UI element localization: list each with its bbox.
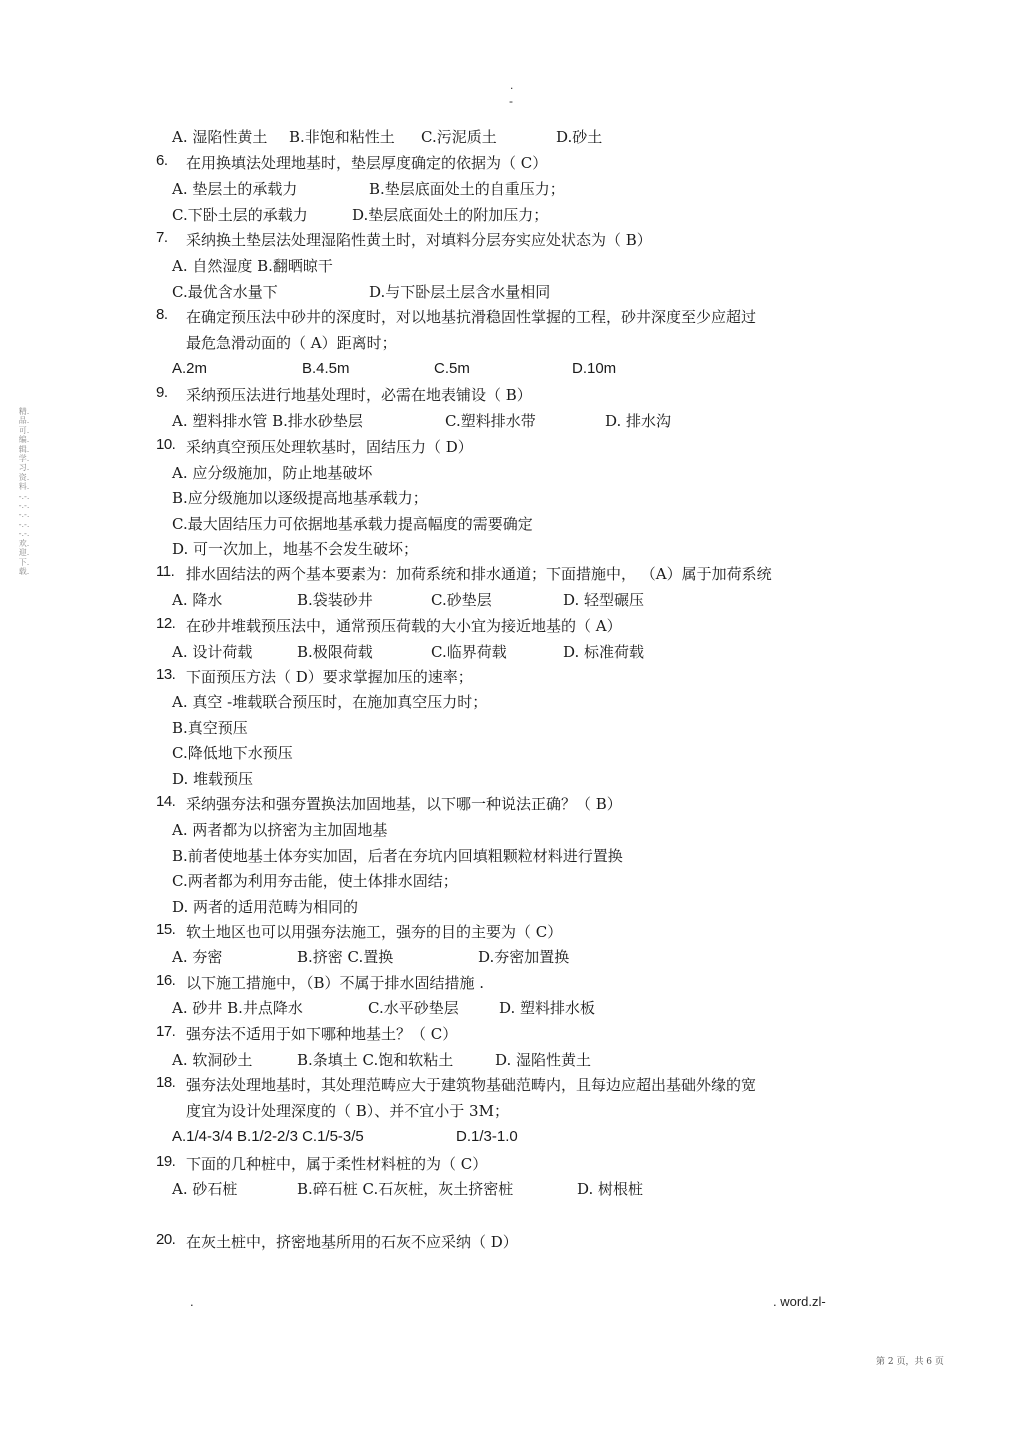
option: C.污泥质土 <box>421 128 497 146</box>
option: B.非饱和粘性土 <box>289 128 395 146</box>
option: B.挤密 C.置换 <box>297 948 394 966</box>
question-number: 13. <box>156 666 176 683</box>
option: D. 湿陷性黄土 <box>495 1051 592 1069</box>
option: A. 砂井 B.井点降水 <box>172 999 303 1017</box>
option: A.2m <box>172 360 208 377</box>
question-number: 14. <box>156 793 176 810</box>
question-number: 20. <box>156 1231 176 1248</box>
question-text: 排水固结法的两个基本要素为：加荷系统和排水通道；下面措施中， （A）属于加荷系统 <box>186 565 772 583</box>
question-number: 18. <box>156 1074 176 1091</box>
option: B.条填土 C.饱和软粘土 <box>297 1051 454 1069</box>
option: B.前者使地基土体夯实加固，后者在夯坑内回填粗颗粒材料进行置换 <box>172 847 623 865</box>
option: B.碎石桩 C.石灰桩，灰土挤密桩 <box>297 1180 514 1198</box>
option: D. 排水沟 <box>605 412 672 430</box>
question-text: 采纳强夯法和强夯置换法加固地基，以下哪一种说法正确？（ B） <box>186 795 622 813</box>
option: D.1/3-1.0 <box>456 1128 518 1145</box>
option: B.垫层底面处土的自重压力； <box>369 180 565 198</box>
question-text: 下面预压方法（ D）要求掌握加压的速率； <box>186 668 473 686</box>
option: C.砂垫层 <box>431 591 492 609</box>
option: B.极限荷载 <box>297 643 373 661</box>
option: B.真空预压 <box>172 719 248 737</box>
question-number: 15. <box>156 921 176 938</box>
option: C.两者都为利用夯击能，使土体排水固结； <box>172 872 458 890</box>
option: D. 轻型碾压 <box>563 591 645 609</box>
question-number: 8. <box>156 306 168 323</box>
question-text: 强夯法处理地基时，其处理范畴应大于建筑物基础范畴内，且每边应超出基础外缘的宽 <box>186 1076 757 1094</box>
question-text: 采纳真空预压处理软基时，固结压力（ D） <box>186 438 473 456</box>
option: D.砂土 <box>556 128 603 146</box>
page-number: 第 2 页，共 6 页 <box>876 1357 944 1367</box>
option: A.1/4-3/4 B.1/2-2/3 C.1/5-3/5 <box>172 1128 364 1145</box>
question-text: 软土地区也可以用强夯法施工，强夯的目的主要为（ C） <box>186 923 563 941</box>
option: C.下卧土层的承载力 <box>172 206 308 224</box>
question-text: 强夯法不适用于如下哪种地基土？（ C） <box>186 1025 458 1043</box>
question-number: 7. <box>156 229 168 246</box>
option: C.水平砂垫层 <box>368 999 459 1017</box>
option: B.袋装砂井 <box>297 591 373 609</box>
question-text: 下面的几种桩中，属于柔性材料桩的为（ C） <box>186 1155 488 1173</box>
option: D. 树根桩 <box>577 1180 644 1198</box>
option: A. 自然湿度 B.翻晒晾干 <box>172 257 333 275</box>
footer-right-mark: . word.zl- <box>773 1294 826 1309</box>
question-text: 在灰土桩中，挤密地基所用的石灰不应采纳（ D） <box>186 1233 518 1251</box>
option: A. 夯密 <box>172 948 223 966</box>
option: D. 标准荷载 <box>563 643 645 661</box>
option: C.降低地下水预压 <box>172 744 293 762</box>
footer-left-mark: . <box>190 1294 194 1309</box>
option: A. 软洞砂土 <box>172 1051 253 1069</box>
question-text: 以下施工措施中，（B）不属于排水固结措施 . <box>186 974 485 992</box>
question-number: 6. <box>156 152 168 169</box>
header-dash: - <box>509 94 513 108</box>
option: C.最优含水量下 <box>172 283 278 301</box>
option: A. 垫层土的承载力 <box>172 180 298 198</box>
option: D. 可一次加上，地基不会发生破坏； <box>172 540 419 558</box>
option: C.塑料排水带 <box>445 412 536 430</box>
question-number: 12. <box>156 615 176 632</box>
option: B.应分级施加以逐级提高地基承载力； <box>172 489 428 507</box>
option: A. 降水 <box>172 591 223 609</box>
question-text: 在砂井堆载预压法中，通常预压荷载的大小宜为接近地基的（ A） <box>186 617 622 635</box>
option: A. 湿陷性黄土 <box>172 128 268 146</box>
question-number: 11. <box>156 563 175 580</box>
question-text: 在用换填法处理地基时，垫层厚度确定的依据为（ C） <box>186 154 548 172</box>
question-number: 17. <box>156 1023 176 1040</box>
option: D.夯密加置换 <box>478 948 570 966</box>
option: A. 应分级施加，防止地基破坏 <box>172 464 373 482</box>
option: C.最大固结压力可依据地基承载力提高幅度的需要确定 <box>172 515 533 533</box>
option: D. 塑料排水板 <box>499 999 596 1017</box>
question-number: 9. <box>156 384 168 401</box>
option: A. 设计荷载 <box>172 643 253 661</box>
question-number: 10. <box>156 436 176 453</box>
option: A. 砂石桩 <box>172 1180 238 1198</box>
option: D. 两者的适用范畴为相同的 <box>172 898 359 916</box>
option: B.4.5m <box>302 360 350 377</box>
option: A. 两者都为以挤密为主加固地基 <box>172 821 388 839</box>
question-text: 采纳换土垫层法处理湿陷性黄土时，对填料分层夯实应处状态为（ B） <box>186 231 652 249</box>
option: A. 真空 -堆载联合预压时，在施加真空压力时； <box>172 693 488 711</box>
option: D. 堆载预压 <box>172 770 254 788</box>
question-text: 在确定预压法中砂井的深度时，对以地基抗滑稳固性掌握的工程，砂井深度至少应超过 <box>186 308 757 326</box>
option: D.与下卧层土层含水量相同 <box>369 283 551 301</box>
side-watermark: 精.品.可.编.辑.学.习.资.料.-.-.-.-.-.-.-.-.-.-.欢.迎.下.载. <box>18 407 30 576</box>
header-dot: . <box>510 78 514 92</box>
question-number: 19. <box>156 1153 176 1170</box>
option: C.5m <box>434 360 470 377</box>
option: C.临界荷载 <box>431 643 507 661</box>
question-text: 采纳预压法进行地基处理时，必需在地表铺设（ B） <box>186 386 532 404</box>
question-text-continued: 最危急滑动面的（ A）距离时； <box>186 334 397 352</box>
question-text-continued: 度宜为设计处理深度的（ B）、并不宜小于 3M； <box>186 1102 509 1120</box>
option: D.垫层底面处土的附加压力； <box>352 206 549 224</box>
option: D.10m <box>572 360 617 377</box>
question-number: 16. <box>156 972 176 989</box>
option: A. 塑料排水管 B.排水砂垫层 <box>172 412 363 430</box>
